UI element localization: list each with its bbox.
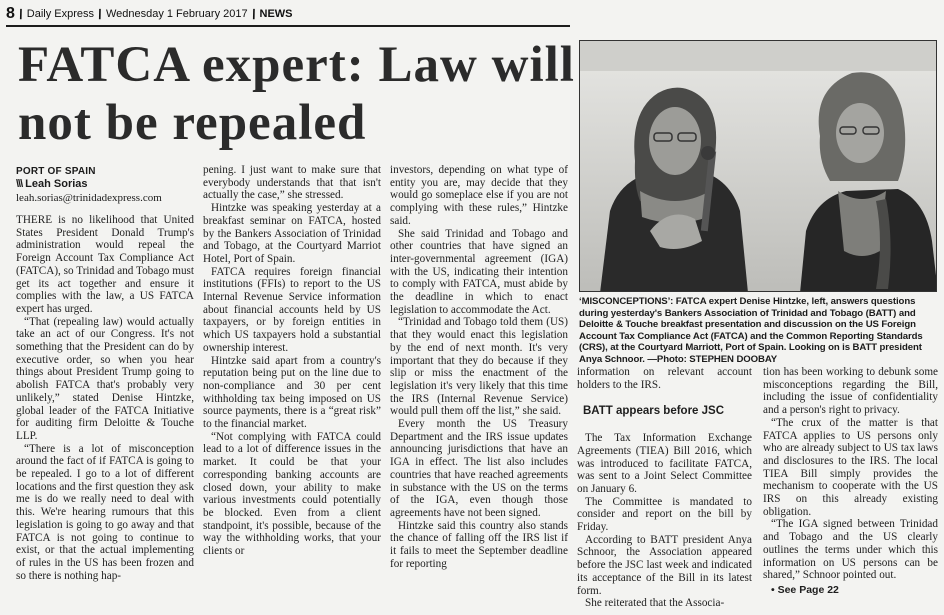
article-column-2 xyxy=(203,164,381,614)
paper-name: Daily Express xyxy=(26,8,95,20)
article-column-5 xyxy=(763,366,938,614)
article-paragraph: investors, depending on what type of entity you are, may decide that they would go someplace else if you are not complying with these rules,” Hintzke said. xyxy=(390,164,568,227)
article-paragraph: “That (repealing law) would actually take an act of our Congress. It's not something that the President can do by executive order, so when you hear things about President Trump going to abolish FATCA that's probably very unlikely,” stated Denise Hintzke, global leader of the FATCA Initiative for auditing firm Deloitte & Touche LLP. xyxy=(16,315,194,442)
article-paragraph: Every month the US Treasury Department and the IRS issue updates announcing jurisdictions that have an IGA in effect. The list also includes countries that have reached agreements in substance with the US on the terms of the IGA, even though those agreements have not been signed. xyxy=(390,418,568,519)
author-email[interactable]: leah.sorias@trinidadexpress.com xyxy=(16,192,162,204)
dateline-location: PORT OF SPAIN xyxy=(16,166,96,177)
photo-illustration xyxy=(580,41,937,292)
article-paragraph: The Committee is mandated to consider and report on the bill by Friday. xyxy=(577,495,752,534)
news-photo xyxy=(579,40,937,292)
author-line xyxy=(16,178,194,190)
slash-divider-icon: \ xyxy=(96,6,104,22)
article-paragraph: “The IGA signed between Trinidad and Tobago and the US clearly outlines the terms under which this information on US persons can be shared,” Schnoor pointed out. xyxy=(763,518,938,582)
article-column-1 xyxy=(16,214,194,614)
slash-divider-icon: \ xyxy=(17,6,25,22)
article-paragraph: She said Trinidad and Tobago and other countries that have signed an inter-governmental agreement (IGA) with the US, indicating their intention to comply with FATCA, must abide by the deadline in which to enact legislation to accommodate the Act. xyxy=(390,227,568,316)
photo-caption: ‘MISCONCEPTIONS’: FATCA expert Denise Hintzke, left, answers questions during yesterday's Bankers Association of Trinidad and Tobago (BATT) and Deloitte & Touche breakfast presentation and discussion on the US Foreign Account Tax Compliance Act (FATCA) and the Common Reporting Standards (CRS), at the Courtyard Marriott, Port of Spain. Looking on is BATT president Anya Schnoor. —Photo: STEPHEN DOOBAY xyxy=(579,296,923,365)
article-paragraph: According to BATT president Anya Schnoor, the Association appeared before the JSC last week and indicated its acceptance of the Bill in its latest form. xyxy=(577,533,752,597)
issue-date: Wednesday 1 February 2017 xyxy=(105,8,248,20)
continued-jump-link[interactable]: • See Page 22 xyxy=(771,583,839,596)
article-column-4 xyxy=(577,366,752,614)
article-paragraph: “Not complying with FATCA could lead to a lot of difference issues in the market. It could be that your corresponding banking accounts are closed down, your ability to make various investments could potentially be blocked. Even from a client standpoint, it's possible, because of the way the withholding works, that your clients or xyxy=(203,430,381,558)
article-paragraph: “There is a lot of misconception around the fact of if FATCA is going to be repealed. I go to a lot of different locations and the first question they ask me is do we really need to deal with this. We're hearing rumours that this legislation is going to go away and that FATCA is not going to continue to exist, or that the actual implementing of rules in the US has been frozen and so there is nothing hap- xyxy=(16,442,194,582)
article-paragraph: Hintzke was speaking yesterday at a breakfast seminar on FATCA, hosted by the Bankers Association of Trinidad and Tobago, at the Courtyard Marriot Hotel, Port of Spain. xyxy=(203,202,381,265)
article-paragraph: Hintzke said apart from a country's reputation being put on the line due to non-compliance and 30 per cent withholding tax being imposed on US source payments, there is a “great risk” to the financial market. xyxy=(203,354,381,431)
article-paragraph: pening. I just want to make sure that everybody understands that that isn't actually the case,” she stressed. xyxy=(203,164,381,202)
article-paragraph: tion has been working to debunk some misconceptions regarding the Bill, including the issue of confidentiality and a person's right to privacy. xyxy=(763,366,938,417)
page-number: 8 xyxy=(6,5,15,22)
subheading: BATT appears before JSC xyxy=(583,405,725,418)
backdrop-banner xyxy=(580,41,937,71)
slash-divider-icon: \ xyxy=(249,6,258,22)
byline-marks: \\\ xyxy=(16,178,23,190)
article-paragraph: “Trinidad and Tobago told them (US) that they would enact this legislation by the end of next month. It's very important that they do because if they slip or miss the enactment of the legislation it's very likely that this time the IRS (Internal Revenue Service) would pull them off the list,” she said. xyxy=(390,316,568,418)
article-paragraph: FATCA requires foreign financial institutions (FFIs) to report to the US Internal Revenue Service information about financial accounts held by US taxpayers, or by foreign entities in which US taxpayers hold a substantial ownership interest. xyxy=(203,265,381,354)
article-paragraph: She reiterated that the Associa- xyxy=(585,597,725,610)
article-paragraph: The Tax Information Exchange Agreements (TIEA) Bill 2016, which was introduced to facilitate FATCA, was sent to a Joint Select Committee on January 6. xyxy=(577,432,752,495)
article-paragraph: “The crux of the matter is that FATCA applies to US persons only who are already subject to US tax laws and disclosures to the IRS. The local TIEA Bill simply provides the mechanism to cooperate with the US IRS on this already existing obligation. xyxy=(763,416,938,518)
article-paragraph: Hintzke said this country also stands the chance of falling off the IRS list if it fails to meet the September deadline for reporting xyxy=(390,519,568,570)
article-paragraph: THERE is no likelihood that United States President Donald Trump's administration would repeal the Foreign Account Tax Compliance Act (FATCA), so Trinidad and Tobago must get its act together and ensure it complies with the law, a US FATCA expert has urged. xyxy=(16,214,194,315)
author-name: Leah Sorias xyxy=(25,178,88,190)
running-header xyxy=(6,4,293,24)
headline: FATCA expert: Law will not be repealed xyxy=(18,37,575,151)
article-column-3 xyxy=(390,164,568,614)
header-rule xyxy=(6,25,570,27)
byline xyxy=(16,166,194,204)
section-label: NEWS xyxy=(259,8,293,20)
article-paragraph: information on relevant account holders to the IRS. xyxy=(577,366,752,391)
